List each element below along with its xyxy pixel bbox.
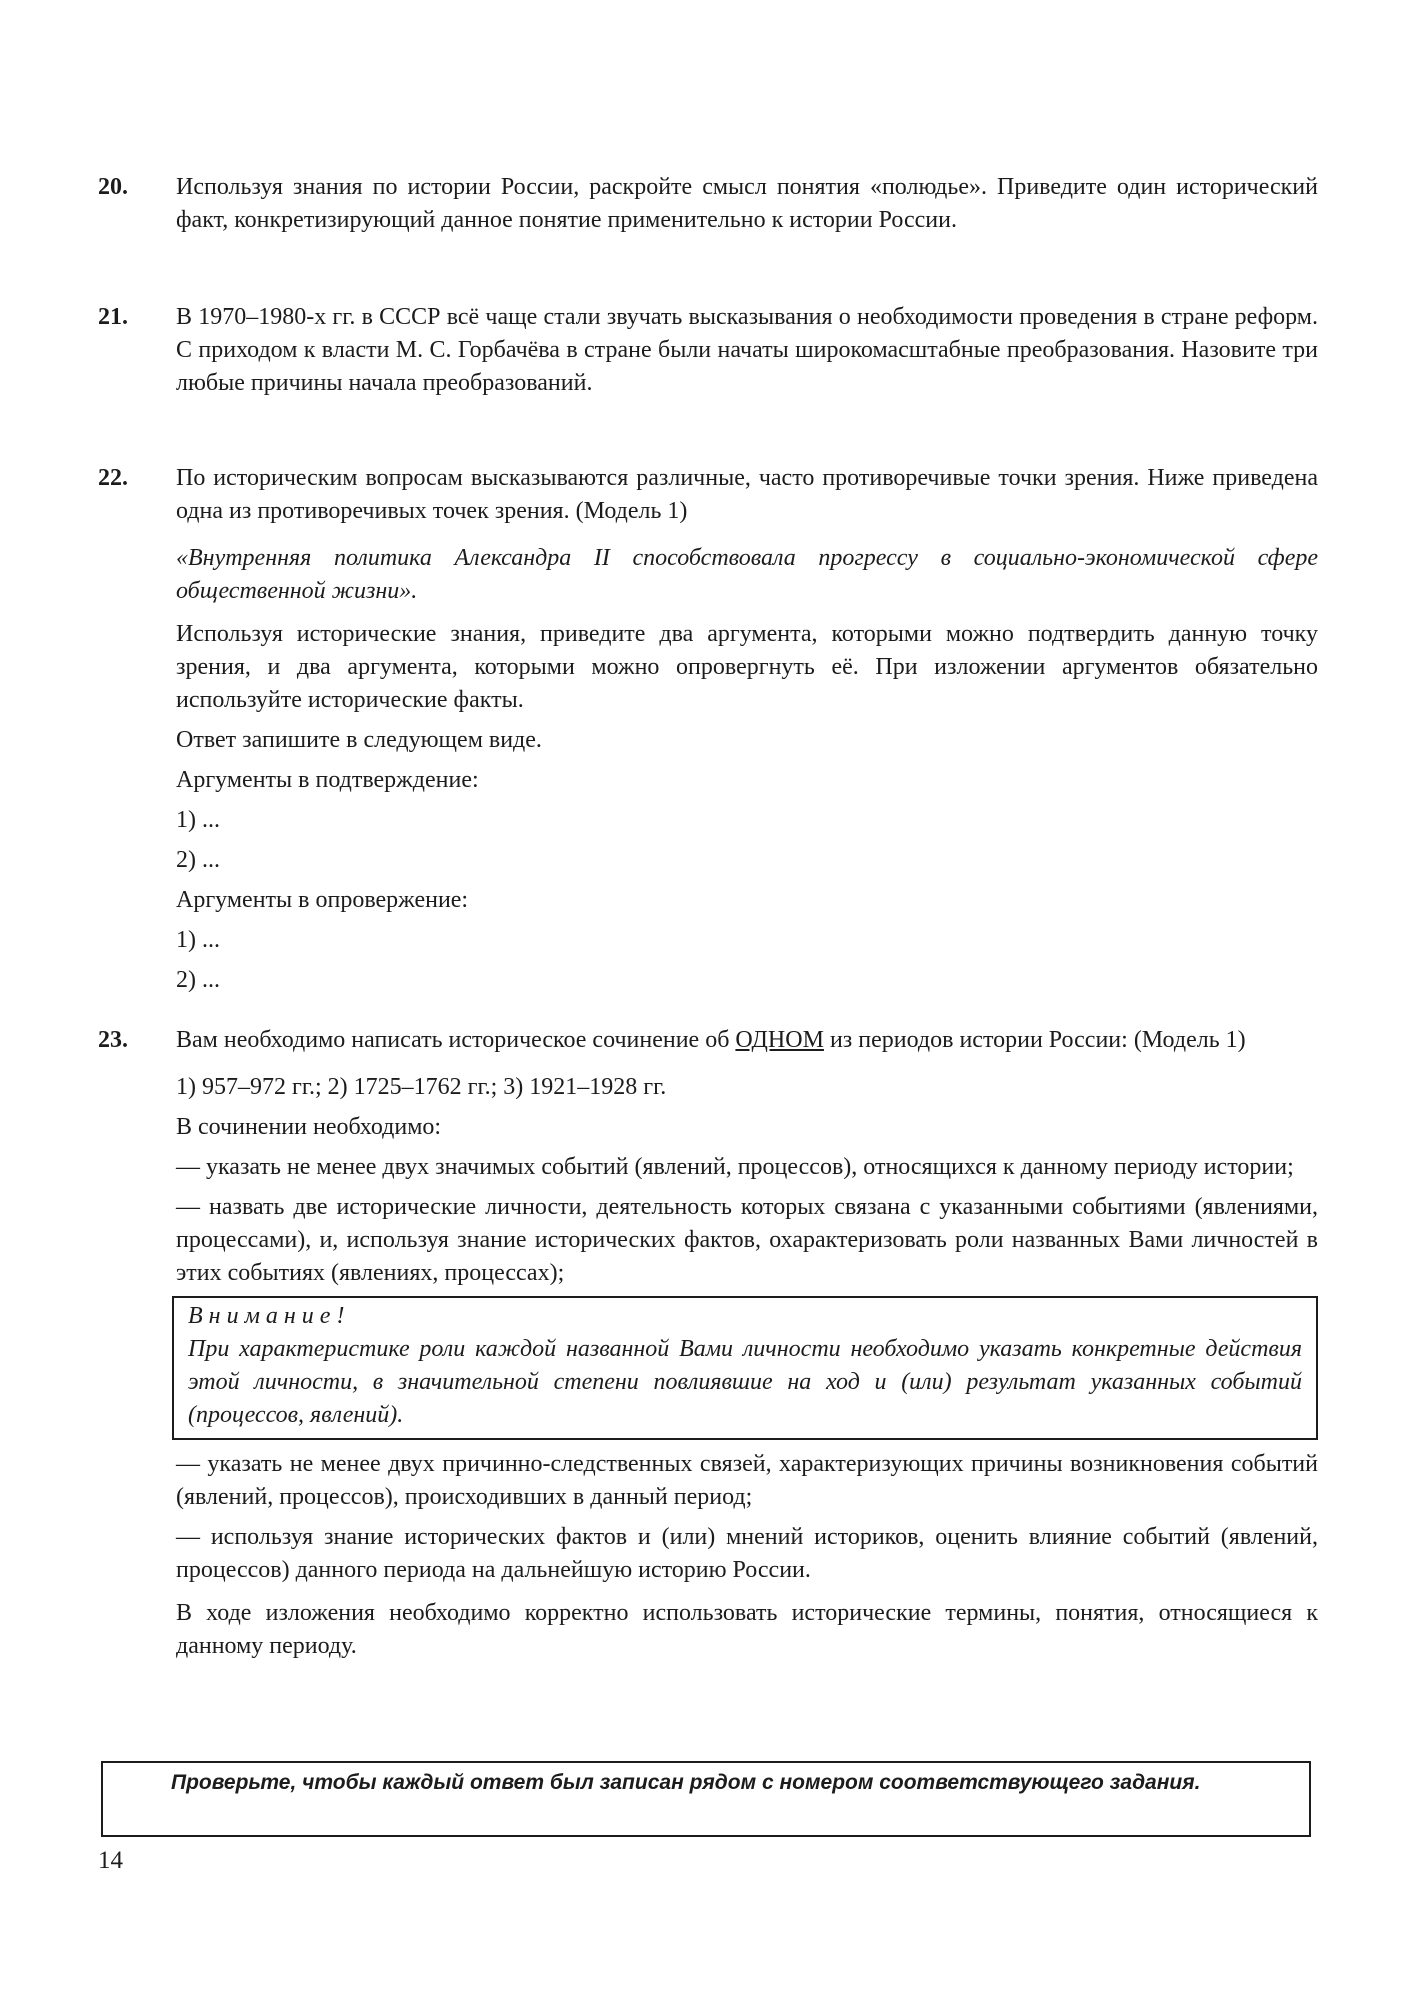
confirm-header: Аргументы в подтверждение:	[176, 767, 479, 793]
refute-item: 1) ...	[176, 927, 220, 953]
emphasis-one: ОДНОМ	[735, 1027, 824, 1053]
task-intro: По историческим вопросам высказываются различные, часто противоречивые точки зрения. Ниже приведена одна из противоречивых точек зрения. (Модель 1)	[176, 465, 1318, 524]
task-intro: Вам необходимо написать историческое сочинение об ОДНОМ из периодов истории России: (Модель 1)	[176, 1027, 1246, 1053]
quote: «Внутренняя политика Александра II способствовала прогрессу в социально-экономической сфере общественной жизни».	[176, 545, 1318, 604]
closing-note: В ходе изложения необходимо корректно использовать исторические термины, понятия, относящиеся к данному периоду.	[176, 1600, 1318, 1659]
page-number: 14	[98, 1847, 123, 1874]
task-21	[98, 301, 1318, 407]
task-number: 20.	[98, 174, 128, 200]
attention-text: При характеристике роли каждой названной Вами личности необходимо указать конкретные действия этой личности, в значительной степени повлиявшие на ход и (или) результат указанных событий (процессов, явлений).	[188, 1336, 1302, 1428]
periods: 1) 957–972 гг.; 2) 1725–1762 гг.; 3) 1921–1928 гг.	[176, 1074, 667, 1100]
attention-title: Внимание!	[188, 1303, 351, 1329]
requirement-4: — используя знание исторических фактов и (или) мнений историков, оценить влияние событий (явлений, процессов) данного периода на дальнейшую историю России.	[176, 1524, 1318, 1583]
instruction: Используя исторические знания, приведите два аргумента, которыми можно подтвердить данную точку зрения, и два аргумента, которыми можно опровергнуть её. При изложении аргументов обязательно используйте исторические факты.	[176, 621, 1318, 713]
task-number: 23.	[98, 1027, 128, 1053]
refute-header: Аргументы в опровержение:	[176, 887, 469, 913]
task-number: 22.	[98, 465, 128, 491]
task-20	[98, 171, 1318, 244]
task-23	[98, 1024, 1318, 1670]
requirement-2: — назвать две исторические личности, деятельность которых связана с указанными событиями (явлениями, процессами), и, используя знание исторических фактов, охарактеризовать роли названных Вами личностей в этих событиях (явлениях, процессах);	[176, 1194, 1318, 1286]
refute-item: 2) ...	[176, 967, 220, 993]
format-line: Ответ запишите в следующем виде.	[176, 727, 542, 753]
confirm-item: 1) ...	[176, 807, 220, 833]
requirements-header: В сочинении необходимо:	[176, 1114, 442, 1140]
requirement-1: — указать не менее двух значимых событий (явлений, процессов), относящихся к данному периоду истории;	[176, 1154, 1294, 1180]
attention-box	[172, 1296, 1318, 1440]
task-text: Используя знания по истории России, раскройте смысл понятия «полюдье». Приведите один исторический факт, конкретизирующий данное понятие применительно к истории России.	[176, 174, 1318, 233]
requirement-3: — указать не менее двух причинно-следственных связей, характеризующих причины возникновения событий (явлений, процессов), происходивших в данный период;	[176, 1451, 1318, 1510]
confirm-item: 2) ...	[176, 847, 220, 873]
task-number: 21.	[98, 304, 128, 330]
task-text: В 1970–1980-х гг. в СССР всё чаще стали звучать высказывания о необходимости проведения в стране реформ. С приходом к власти М. С. Горбачёва в стране были начаты широкомасштабные преобразования. Назовите три любые причины начала преобразований.	[176, 304, 1318, 396]
answer-reminder-box: Проверьте, чтобы каждый ответ был записан рядом с номером соответствующего задания.	[101, 1761, 1311, 1837]
task-22	[98, 462, 1318, 1004]
